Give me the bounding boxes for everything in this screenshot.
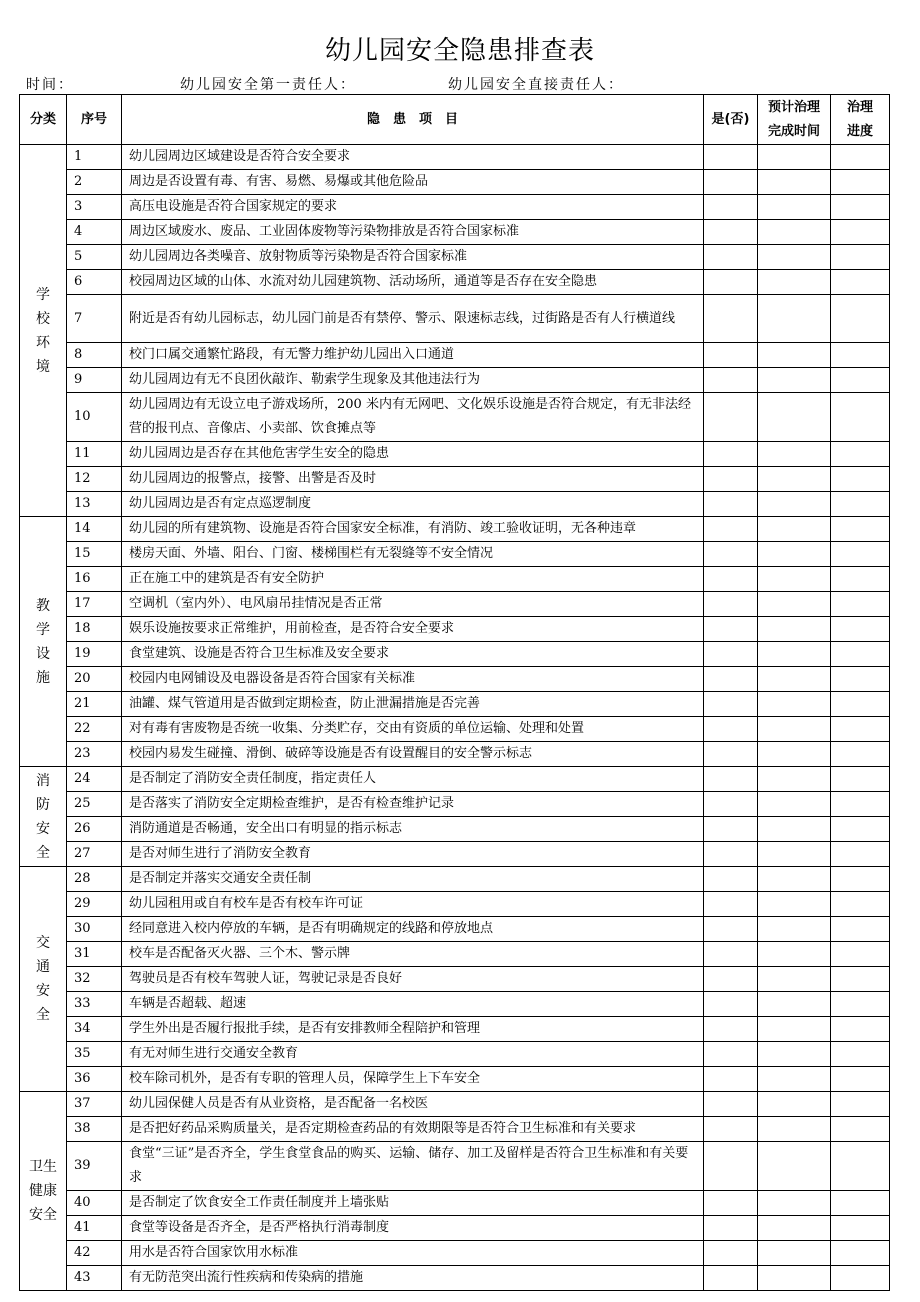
planned-completion-cell[interactable] — [758, 492, 831, 517]
progress-cell[interactable] — [831, 767, 890, 792]
planned-completion-cell[interactable] — [758, 220, 831, 245]
table-row — [20, 767, 890, 792]
yes-no-cell[interactable] — [704, 145, 758, 170]
category-char: 通 — [36, 959, 50, 975]
category-cell — [20, 145, 67, 517]
hazard-item-text: 有无对师生进行交通安全教育 — [122, 1042, 704, 1067]
header-progress-line2: 进度 — [846, 123, 873, 139]
hazard-item-text: 校车除司机外，是否有专职的管理人员，保障学生上下车安全 — [122, 1067, 704, 1092]
hazard-item-text: 校园内电网铺设及电器设备是否符合国家有关标准 — [122, 667, 704, 692]
table-row — [20, 617, 890, 642]
yes-no-cell[interactable] — [704, 1241, 758, 1266]
yes-no-cell[interactable] — [704, 917, 758, 942]
planned-completion-cell[interactable] — [758, 295, 831, 343]
yes-no-cell[interactable] — [704, 195, 758, 220]
serial-number: 8 — [67, 343, 122, 368]
yes-no-cell[interactable] — [704, 767, 758, 792]
table-row — [20, 967, 890, 992]
category-char: 健康 — [29, 1183, 57, 1199]
serial-number: 40 — [67, 1191, 122, 1216]
serial-number: 33 — [67, 992, 122, 1017]
planned-completion-cell[interactable] — [758, 1067, 831, 1092]
hazard-inspection-table — [19, 94, 890, 1291]
yes-no-cell[interactable] — [704, 393, 758, 442]
hazard-item-text: 是否对师生进行了消防安全教育 — [122, 842, 704, 867]
progress-cell[interactable] — [831, 567, 890, 592]
progress-cell[interactable] — [831, 195, 890, 220]
serial-number: 21 — [67, 692, 122, 717]
yes-no-cell[interactable] — [704, 1216, 758, 1241]
progress-cell[interactable] — [831, 145, 890, 170]
planned-completion-cell[interactable] — [758, 1142, 831, 1191]
progress-cell[interactable] — [831, 517, 890, 542]
hazard-item-text: 驾驶员是否有校车驾驶人证，驾驶记录是否良好 — [122, 967, 704, 992]
serial-number: 29 — [67, 892, 122, 917]
serial-number: 28 — [67, 867, 122, 892]
progress-cell[interactable] — [831, 742, 890, 767]
planned-completion-cell[interactable] — [758, 1266, 831, 1291]
serial-number: 23 — [67, 742, 122, 767]
planned-completion-cell[interactable] — [758, 767, 831, 792]
header-hazard-item: 隐 患 项 目 — [122, 95, 704, 145]
hazard-item-text: 是否落实了消防安全定期检查维护，是否有检查维护记录 — [122, 792, 704, 817]
yes-no-cell[interactable] — [704, 220, 758, 245]
progress-cell[interactable] — [831, 892, 890, 917]
serial-number: 4 — [67, 220, 122, 245]
yes-no-cell[interactable] — [704, 817, 758, 842]
serial-number: 37 — [67, 1092, 122, 1117]
progress-cell[interactable] — [831, 617, 890, 642]
progress-cell[interactable] — [831, 642, 890, 667]
planned-completion-cell[interactable] — [758, 245, 831, 270]
planned-completion-cell[interactable] — [758, 692, 831, 717]
category-char: 学 — [36, 621, 50, 638]
table-row — [20, 692, 890, 717]
serial-number: 32 — [67, 967, 122, 992]
hazard-item-text: 周边是否设置有毒、有害、易燃、易爆或其他危险品 — [122, 170, 704, 195]
serial-number: 38 — [67, 1117, 122, 1142]
table-row — [20, 792, 890, 817]
serial-number: 19 — [67, 642, 122, 667]
yes-no-cell[interactable] — [704, 567, 758, 592]
category-char: 安 — [36, 983, 50, 999]
hazard-item-text: 有无防范突出流行性疾病和传染病的措施 — [122, 1266, 704, 1291]
hazard-item-text: 是否制定并落实交通安全责任制 — [122, 867, 704, 892]
table-row — [20, 917, 890, 942]
yes-no-cell[interactable] — [704, 842, 758, 867]
serial-number: 15 — [67, 542, 122, 567]
table-row — [20, 467, 890, 492]
progress-cell[interactable] — [831, 1266, 890, 1291]
serial-number: 1 — [67, 145, 122, 170]
table-row — [20, 1117, 890, 1142]
hazard-item-text: 娱乐设施按要求正常维护，用前检查，是否符合安全要求 — [122, 617, 704, 642]
serial-number: 39 — [67, 1142, 122, 1191]
progress-cell[interactable] — [831, 667, 890, 692]
header-planned-completion — [758, 95, 831, 145]
yes-no-cell[interactable] — [704, 792, 758, 817]
progress-cell[interactable] — [831, 467, 890, 492]
progress-cell[interactable] — [831, 992, 890, 1017]
serial-number: 34 — [67, 1017, 122, 1042]
hazard-item-text: 食堂“三证”是否齐全，学生食堂食品的购买、运输、储存、加工及留样是否符合卫生标准和有关要求 — [122, 1142, 704, 1191]
yes-no-cell[interactable] — [704, 1067, 758, 1092]
serial-number: 31 — [67, 942, 122, 967]
planned-completion-cell[interactable] — [758, 467, 831, 492]
yes-no-cell[interactable] — [704, 992, 758, 1017]
planned-completion-cell[interactable] — [758, 517, 831, 542]
progress-cell[interactable] — [831, 1241, 890, 1266]
planned-completion-cell[interactable] — [758, 145, 831, 170]
serial-number: 16 — [67, 567, 122, 592]
serial-number: 36 — [67, 1067, 122, 1092]
serial-number: 5 — [67, 245, 122, 270]
table-row — [20, 492, 890, 517]
category-cell — [20, 867, 67, 1092]
category-char: 交 — [36, 935, 50, 951]
planned-completion-cell[interactable] — [758, 942, 831, 967]
hazard-item-text: 幼儿园周边有无不良团伙敲诈、勒索学生现象及其他违法行为 — [122, 368, 704, 393]
category-char: 境 — [36, 358, 50, 375]
planned-completion-cell[interactable] — [758, 1241, 831, 1266]
progress-cell[interactable] — [831, 245, 890, 270]
header-planned-line1: 预计治理 — [767, 99, 820, 115]
yes-no-cell[interactable] — [704, 1266, 758, 1291]
planned-completion-cell[interactable] — [758, 992, 831, 1017]
yes-no-cell[interactable] — [704, 270, 758, 295]
table-row — [20, 1241, 890, 1266]
progress-cell[interactable] — [831, 295, 890, 343]
serial-number: 2 — [67, 170, 122, 195]
serial-number: 41 — [67, 1216, 122, 1241]
progress-cell[interactable] — [831, 917, 890, 942]
category-char: 全 — [36, 1007, 50, 1023]
yes-no-cell[interactable] — [704, 343, 758, 368]
planned-completion-cell[interactable] — [758, 368, 831, 393]
yes-no-cell[interactable] — [704, 1017, 758, 1042]
table-row — [20, 817, 890, 842]
table-row — [20, 592, 890, 617]
header-category: 分类 — [20, 95, 67, 145]
hazard-item-text: 幼儿园租用或自有校车是否有校车许可证 — [122, 892, 704, 917]
table-row — [20, 170, 890, 195]
category-char: 卫生 — [29, 1159, 57, 1175]
category-char: 施 — [36, 669, 50, 686]
hazard-item-text: 高压电设施是否符合国家规定的要求 — [122, 195, 704, 220]
serial-number: 22 — [67, 717, 122, 742]
category-cell — [20, 1092, 67, 1291]
hazard-item-text: 周边区域废水、废品、工业固体废物等污染物排放是否符合国家标准 — [122, 220, 704, 245]
table-row — [20, 245, 890, 270]
table-row — [20, 567, 890, 592]
planned-completion-cell[interactable] — [758, 343, 831, 368]
serial-number: 42 — [67, 1241, 122, 1266]
planned-completion-cell[interactable] — [758, 717, 831, 742]
yes-no-cell[interactable] — [704, 1191, 758, 1216]
category-char: 设 — [36, 645, 50, 662]
category-char: 教 — [36, 597, 50, 614]
hazard-item-text: 幼儿园的所有建筑物、设施是否符合国家安全标准，有消防、竣工验收证明，无各种违章 — [122, 517, 704, 542]
planned-completion-cell[interactable] — [758, 667, 831, 692]
planned-completion-cell[interactable] — [758, 817, 831, 842]
hazard-item-text: 幼儿园保健人员是否有从业资格，是否配备一名校医 — [122, 1092, 704, 1117]
planned-completion-cell[interactable] — [758, 792, 831, 817]
table-row — [20, 1266, 890, 1291]
hazard-item-text: 食堂建筑、设施是否符合卫生标准及安全要求 — [122, 642, 704, 667]
yes-no-cell[interactable] — [704, 1092, 758, 1117]
table-row — [20, 517, 890, 542]
yes-no-cell[interactable] — [704, 667, 758, 692]
serial-number: 24 — [67, 767, 122, 792]
planned-completion-cell[interactable] — [758, 742, 831, 767]
page-title: 幼儿园安全隐患排查表 — [324, 36, 595, 66]
progress-cell[interactable] — [831, 343, 890, 368]
planned-completion-cell[interactable] — [758, 270, 831, 295]
hazard-item-text: 是否把好药品采购质量关，是否定期检查药品的有效期限等是否符合卫生标准和有关要求 — [122, 1117, 704, 1142]
yes-no-cell[interactable] — [704, 245, 758, 270]
progress-cell[interactable] — [831, 492, 890, 517]
progress-cell[interactable] — [831, 1092, 890, 1117]
progress-cell[interactable] — [831, 1191, 890, 1216]
hazard-item-text: 车辆是否超载、超速 — [122, 992, 704, 1017]
table-row — [20, 867, 890, 892]
yes-no-cell[interactable] — [704, 1142, 758, 1191]
progress-cell[interactable] — [831, 1067, 890, 1092]
yes-no-cell[interactable] — [704, 542, 758, 567]
table-row — [20, 717, 890, 742]
category-char: 环 — [36, 334, 50, 351]
category-cell — [20, 517, 67, 767]
serial-number: 13 — [67, 492, 122, 517]
progress-cell[interactable] — [831, 842, 890, 867]
table-row — [20, 1067, 890, 1092]
planned-completion-cell[interactable] — [758, 967, 831, 992]
planned-completion-cell[interactable] — [758, 892, 831, 917]
hazard-item-text: 幼儿园周边是否存在其他危害学生安全的隐患 — [122, 442, 704, 467]
yes-no-cell[interactable] — [704, 295, 758, 343]
serial-number: 43 — [67, 1266, 122, 1291]
header-progress — [831, 95, 890, 145]
table-row — [20, 892, 890, 917]
progress-cell[interactable] — [831, 393, 890, 442]
hazard-item-text: 是否制定了饮食安全工作责任制度并上墙张贴 — [122, 1191, 704, 1216]
serial-number: 12 — [67, 467, 122, 492]
table-row — [20, 667, 890, 692]
table-row — [20, 1092, 890, 1117]
progress-cell[interactable] — [831, 1017, 890, 1042]
hazard-item-text: 幼儿园周边是否有定点巡逻制度 — [122, 492, 704, 517]
header-yes-no: 是(否) — [704, 95, 758, 145]
yes-no-cell[interactable] — [704, 368, 758, 393]
table-row — [20, 842, 890, 867]
serial-number: 9 — [67, 368, 122, 393]
category-char: 防 — [36, 796, 50, 813]
category-char: 全 — [36, 844, 50, 861]
hazard-item-text: 用水是否符合国家饮用水标准 — [122, 1241, 704, 1266]
planned-completion-cell[interactable] — [758, 542, 831, 567]
planned-completion-cell[interactable] — [758, 642, 831, 667]
serial-number: 10 — [67, 393, 122, 442]
serial-number: 3 — [67, 195, 122, 220]
progress-cell[interactable] — [831, 1142, 890, 1191]
hazard-item-text: 幼儿园周边区域建设是否符合安全要求 — [122, 145, 704, 170]
hazard-item-text: 是否制定了消防安全责任制度，指定责任人 — [122, 767, 704, 792]
progress-cell[interactable] — [831, 967, 890, 992]
progress-cell[interactable] — [831, 542, 890, 567]
category-char: 学 — [36, 286, 50, 303]
table-row — [20, 442, 890, 467]
hazard-item-text: 油罐、煤气管道用是否做到定期检查，防止泄漏措施是否完善 — [122, 692, 704, 717]
hazard-item-text: 正在施工中的建筑是否有安全防护 — [122, 567, 704, 592]
table-row — [20, 343, 890, 368]
category-char: 校 — [36, 310, 50, 327]
first-responsible-person-label: 幼儿园安全第一责任人： — [180, 77, 356, 93]
serial-number: 20 — [67, 667, 122, 692]
serial-number: 27 — [67, 842, 122, 867]
table-row — [20, 1216, 890, 1241]
table-row — [20, 642, 890, 667]
yes-no-cell[interactable] — [704, 592, 758, 617]
progress-cell[interactable] — [831, 867, 890, 892]
planned-completion-cell[interactable] — [758, 1017, 831, 1042]
direct-responsible-person-label: 幼儿园安全直接责任人： — [448, 77, 624, 93]
table-row — [20, 270, 890, 295]
serial-number: 25 — [67, 792, 122, 817]
table-row — [20, 220, 890, 245]
serial-number: 35 — [67, 1042, 122, 1067]
category-cell — [20, 767, 67, 867]
yes-no-cell[interactable] — [704, 517, 758, 542]
planned-completion-cell[interactable] — [758, 1191, 831, 1216]
progress-cell[interactable] — [831, 717, 890, 742]
progress-cell[interactable] — [831, 170, 890, 195]
serial-number: 7 — [67, 295, 122, 343]
table-row — [20, 1191, 890, 1216]
progress-cell[interactable] — [831, 792, 890, 817]
table-row — [20, 1042, 890, 1067]
category-char: 安 — [36, 820, 50, 837]
header-planned-line2: 完成时间 — [767, 123, 820, 139]
progress-cell[interactable] — [831, 1117, 890, 1142]
progress-cell[interactable] — [831, 1216, 890, 1241]
yes-no-cell[interactable] — [704, 642, 758, 667]
table-row — [20, 1142, 890, 1191]
table-row — [20, 942, 890, 967]
planned-completion-cell[interactable] — [758, 842, 831, 867]
hazard-item-text: 楼房天面、外墙、阳台、门窗、楼梯围栏有无裂缝等不安全情况 — [122, 542, 704, 567]
yes-no-cell[interactable] — [704, 742, 758, 767]
yes-no-cell[interactable] — [704, 967, 758, 992]
table-row — [20, 368, 890, 393]
hazard-item-text: 校园内易发生碰撞、滑倒、破碎等设施是否有设置醒目的安全警示标志 — [122, 742, 704, 767]
planned-completion-cell[interactable] — [758, 867, 831, 892]
header-progress-line1: 治理 — [846, 99, 873, 115]
planned-completion-cell[interactable] — [758, 1092, 831, 1117]
category-char: 安全 — [29, 1207, 57, 1223]
progress-cell[interactable] — [831, 592, 890, 617]
hazard-item-text: 消防通道是否畅通，安全出口有明显的指示标志 — [122, 817, 704, 842]
hazard-item-text: 附近是否有幼儿园标志，幼儿园门前是否有禁停、警示、限速标志线，过街路是否有人行横道线 — [122, 295, 704, 343]
hazard-item-text: 学生外出是否履行报批手续，是否有安排教师全程陪护和管理 — [122, 1017, 704, 1042]
hazard-item-text: 食堂等设备是否齐全，是否严格执行消毒制度 — [122, 1216, 704, 1241]
hazard-item-text: 幼儿园周边的报警点，接警、出警是否及时 — [122, 467, 704, 492]
table-row — [20, 393, 890, 442]
yes-no-cell[interactable] — [704, 692, 758, 717]
serial-number: 11 — [67, 442, 122, 467]
hazard-item-text: 校车是否配备灭火器、三个木、警示牌 — [122, 942, 704, 967]
table-row — [20, 542, 890, 567]
yes-no-cell[interactable] — [704, 617, 758, 642]
planned-completion-cell[interactable] — [758, 917, 831, 942]
progress-cell[interactable] — [831, 220, 890, 245]
serial-number: 14 — [67, 517, 122, 542]
yes-no-cell[interactable] — [704, 942, 758, 967]
planned-completion-cell[interactable] — [758, 1042, 831, 1067]
yes-no-cell[interactable] — [704, 492, 758, 517]
planned-completion-cell[interactable] — [758, 592, 831, 617]
progress-cell[interactable] — [831, 1042, 890, 1067]
serial-number: 17 — [67, 592, 122, 617]
serial-number: 26 — [67, 817, 122, 842]
yes-no-cell[interactable] — [704, 467, 758, 492]
yes-no-cell[interactable] — [704, 170, 758, 195]
serial-number: 30 — [67, 917, 122, 942]
yes-no-cell[interactable] — [704, 867, 758, 892]
header-serial-number: 序号 — [67, 95, 122, 145]
progress-cell[interactable] — [831, 942, 890, 967]
table-header-row — [20, 95, 890, 145]
hazard-item-text: 幼儿园周边各类噪音、放射物质等污染物是否符合国家标准 — [122, 245, 704, 270]
planned-completion-cell[interactable] — [758, 1216, 831, 1241]
hazard-item-text: 经同意进入校内停放的车辆，是否有明确规定的线路和停放地点 — [122, 917, 704, 942]
category-char: 消 — [36, 772, 50, 789]
hazard-item-text: 校门口属交通繁忙路段，有无警力维护幼儿园出入口通道 — [122, 343, 704, 368]
hazard-item-text: 空调机（室内外）、电风扇吊挂情况是否正常 — [122, 592, 704, 617]
planned-completion-cell[interactable] — [758, 1117, 831, 1142]
hazard-item-text: 校园周边区域的山体、水流对幼儿园建筑物、活动场所，通道等是否存在安全隐患 — [122, 270, 704, 295]
time-label: 时间： — [26, 77, 74, 93]
serial-number: 18 — [67, 617, 122, 642]
table-row — [20, 1017, 890, 1042]
table-row — [20, 295, 890, 343]
planned-completion-cell[interactable] — [758, 195, 831, 220]
yes-no-cell[interactable] — [704, 892, 758, 917]
yes-no-cell[interactable] — [704, 442, 758, 467]
progress-cell[interactable] — [831, 270, 890, 295]
planned-completion-cell[interactable] — [758, 442, 831, 467]
yes-no-cell[interactable] — [704, 717, 758, 742]
yes-no-cell[interactable] — [704, 1117, 758, 1142]
hazard-item-text: 幼儿园周边有无设立电子游戏场所，200 米内有无网吧、文化娱乐设施是否符合规定，有无非法经营的报刊点、音像店、小卖部、饮食摊点等 — [122, 393, 704, 442]
hazard-item-text: 对有毒有害废物是否统一收集、分类贮存，交由有资质的单位运输、处理和处置 — [122, 717, 704, 742]
progress-cell[interactable] — [831, 368, 890, 393]
table-row — [20, 742, 890, 767]
planned-completion-cell[interactable] — [758, 617, 831, 642]
table-row — [20, 145, 890, 170]
yes-no-cell[interactable] — [704, 1042, 758, 1067]
table-row — [20, 992, 890, 1017]
planned-completion-cell[interactable] — [758, 170, 831, 195]
table-row — [20, 195, 890, 220]
progress-cell[interactable] — [831, 817, 890, 842]
planned-completion-cell[interactable] — [758, 567, 831, 592]
progress-cell[interactable] — [831, 692, 890, 717]
progress-cell[interactable] — [831, 442, 890, 467]
serial-number: 6 — [67, 270, 122, 295]
planned-completion-cell[interactable] — [758, 393, 831, 442]
